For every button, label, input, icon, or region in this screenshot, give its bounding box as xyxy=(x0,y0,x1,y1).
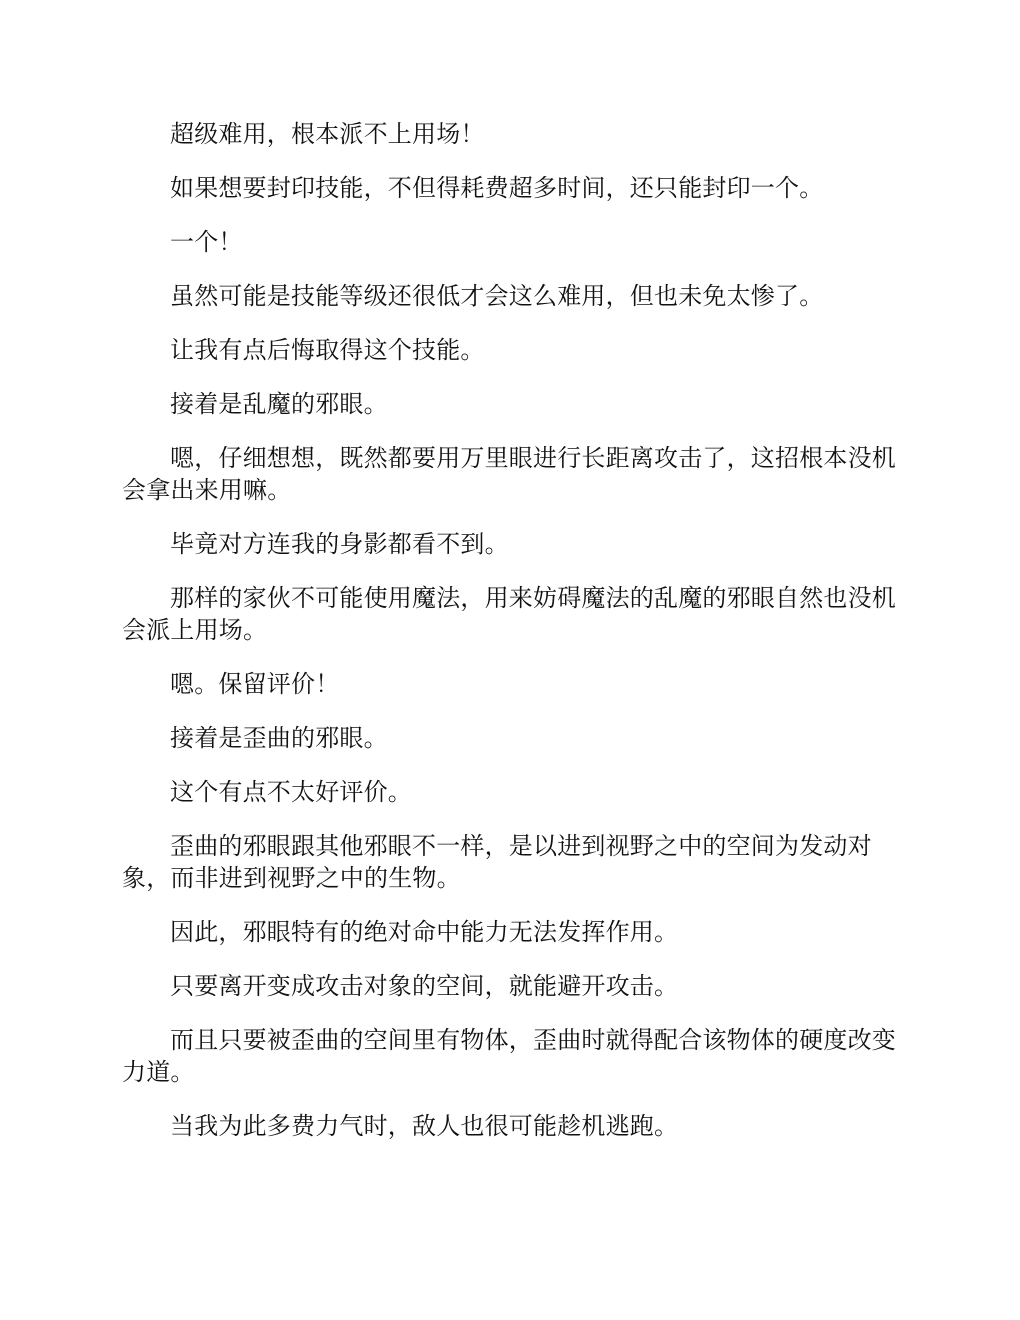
document-page xyxy=(122,118,898,1164)
paragraph: 虽然可能是技能等级还很低才会这么难用，但也未免太惨了。 xyxy=(170,282,824,310)
paragraph: 歪曲的邪眼跟其他邪眼不一样，是以进到视野之中的空间为发动对象，而非进到视野之中的生物。 xyxy=(122,832,872,892)
paragraph: 当我为此多费力气时，敌人也很可能趁机逃跑。 xyxy=(170,1112,679,1140)
paragraph: 一个！ xyxy=(170,228,243,256)
paragraph: 接着是乱魔的邪眼。 xyxy=(170,390,388,418)
paragraph: 而且只要被歪曲的空间里有物体，歪曲时就得配合该物体的硬度改变力道。 xyxy=(122,1026,896,1086)
paragraph: 这个有点不太好评价。 xyxy=(170,778,412,806)
paragraph: 只要离开变成攻击对象的空间，就能避开攻击。 xyxy=(170,972,679,1000)
paragraph: 超级难用，根本派不上用场！ xyxy=(170,120,485,148)
paragraph: 如果想要封印技能，不但得耗费超多时间，还只能封印一个。 xyxy=(170,174,824,202)
paragraph: 因此，邪眼特有的绝对命中能力无法发挥作用。 xyxy=(170,918,679,946)
paragraph: 那样的家伙不可能使用魔法，用来妨碍魔法的乱魔的邪眼自然也没机会派上用场。 xyxy=(122,584,896,644)
paragraph: 嗯。保留评价！ xyxy=(170,670,340,698)
paragraph: 让我有点后悔取得这个技能。 xyxy=(170,336,485,364)
paragraph: 毕竟对方连我的身影都看不到。 xyxy=(170,530,509,558)
paragraph: 嗯，仔细想想，既然都要用万里眼进行长距离攻击了，这招根本没机会拿出来用嘛。 xyxy=(122,444,896,504)
paragraph: 接着是歪曲的邪眼。 xyxy=(170,724,388,752)
